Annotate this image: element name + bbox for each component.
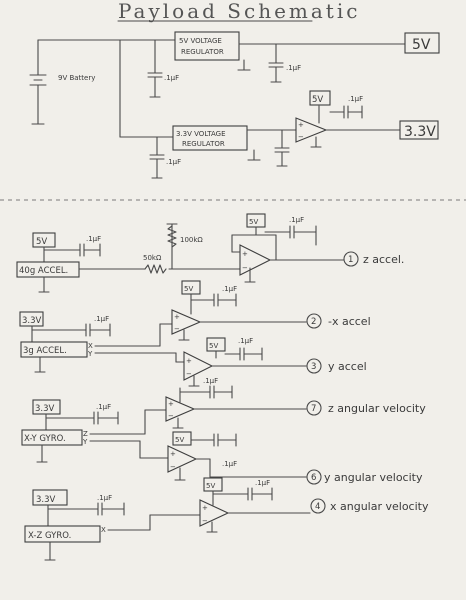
y-amp-cap-label: .1μF xyxy=(238,337,254,345)
output-6-num: 6 xyxy=(311,473,317,483)
vreg-5v-line2: REGULATOR xyxy=(181,48,224,56)
rail-5v-label: 5V xyxy=(412,37,431,53)
output-4-label: x angular velocity xyxy=(330,500,429,513)
vreg-33v-line1: 3.3V VOLTAGE xyxy=(176,130,226,138)
buffer-supply-label: 5V xyxy=(312,95,324,105)
output-3-num: 3 xyxy=(311,362,317,372)
page-title: Payload Schematic xyxy=(118,0,361,23)
cap-out-5v-label: .1μF xyxy=(286,64,302,72)
z-amp-supply-label: 5V xyxy=(249,218,259,226)
xw-opamp-plus: + xyxy=(202,504,208,512)
output-3-label: y accel xyxy=(328,360,367,373)
yw-opamp-minus: − xyxy=(170,463,176,471)
yw-supply-label: 5V xyxy=(175,436,185,444)
output-1-label: z accel. xyxy=(363,253,405,266)
x-amp-supply-label: 5V xyxy=(184,285,194,293)
output-7-label: z angular velocity xyxy=(328,402,426,415)
gyroxz-cap-label: .1μF xyxy=(97,494,113,502)
accel3-pin-y: Y xyxy=(88,350,93,358)
z-opamp-plus: + xyxy=(242,250,248,258)
z-opamp-minus: − xyxy=(242,264,248,272)
output-2-num: 2 xyxy=(311,317,317,327)
zw-opamp-plus: + xyxy=(168,400,174,408)
battery-label: 9V Battery xyxy=(58,74,96,82)
sensor-xz-gyro-label: X-Z GYRO. xyxy=(28,531,72,541)
gyroxy-supply-label: 3.3V xyxy=(35,404,55,414)
gyroxz-pin-x: X xyxy=(101,526,106,534)
resistor-100k-label: 100kΩ xyxy=(180,236,203,244)
gyroxy-pin-y: Y xyxy=(83,438,88,446)
cap-in-5v-label: .1μF xyxy=(164,74,180,82)
accel3-cap-label: .1μF xyxy=(94,315,110,323)
output-2-label: -x accel xyxy=(328,315,371,328)
sensor-40g-label: 40g ACCEL. xyxy=(19,266,69,276)
resistor-50k-label: 50kΩ xyxy=(143,254,162,262)
zw-opamp-minus: − xyxy=(168,412,174,420)
z-amp-cap-label: .1μF xyxy=(289,216,305,224)
output-1-num: 1 xyxy=(348,255,354,265)
x-opamp-plus: + xyxy=(174,313,180,321)
yw-opamp-plus: + xyxy=(170,450,176,458)
gyroxy-pin-z: Z xyxy=(83,430,88,438)
sensor-3g-label: 3g ACCEL. xyxy=(23,346,67,356)
vreg-5v-line1: 5V VOLTAGE xyxy=(179,37,222,45)
z-supply-label: 5V xyxy=(36,237,48,247)
yw-cap-label: .1μF xyxy=(222,460,238,468)
z-cap-label: .1μF xyxy=(86,235,102,243)
x-amp-cap-label: .1μF xyxy=(222,285,238,293)
xw-supply-label: 5V xyxy=(206,482,216,490)
resistor-50k xyxy=(145,265,166,273)
output-7-num: 7 xyxy=(311,404,317,414)
cap-in-33-label: .1μF xyxy=(166,158,182,166)
x-opamp-minus: − xyxy=(174,325,180,333)
xw-cap-label: .1μF xyxy=(255,479,271,487)
xw-opamp-minus: − xyxy=(202,517,208,525)
vreg-33v-line2: REGULATOR xyxy=(182,140,225,148)
gyroxz-supply-label: 3.3V xyxy=(36,495,56,505)
gyroxy-cap-label: .1μF xyxy=(96,403,112,411)
accel3-supply-label: 3.3V xyxy=(22,316,42,326)
y-amp-supply-label: 5V xyxy=(209,342,219,350)
y-opamp-plus: + xyxy=(186,357,192,365)
output-4-num: 4 xyxy=(315,502,321,512)
y-opamp-minus: − xyxy=(186,370,192,378)
output-6-label: y angular velocity xyxy=(324,471,423,484)
accel3-pin-x: X xyxy=(88,342,93,350)
buffer-plus: + xyxy=(298,121,304,129)
rail-33v-label: 3.3V xyxy=(404,124,436,140)
buffer-minus: − xyxy=(298,133,304,141)
buffer-cap-label: .1μF xyxy=(348,95,364,103)
sensor-xy-gyro-label: X-Y GYRO. xyxy=(24,434,66,444)
zw-cap-label: .1μF xyxy=(203,377,219,385)
